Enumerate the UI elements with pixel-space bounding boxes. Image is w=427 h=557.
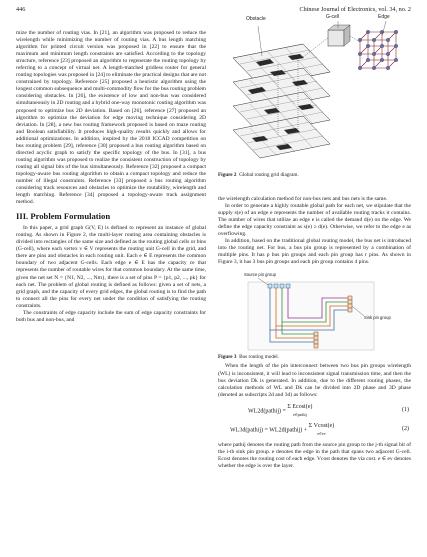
paragraph-bus-model: In addition, based on the traditional global routing model, the bus net is introduced into the routing net. For bus, a bus pin group is represented by a combination of multiple pins. It has p bus pin groups and each pin group has r pins. As shown in Figure 3, it has 3 bus pin groups and each pin group contains 4 pins. <box>218 238 411 266</box>
paragraph-wirelength-deviation: When the length of the pin interconnect between two bus pin groups wirelength (WL) is inconsistent, it will lead to inconsistent signal transmission time, and then the bus deviation Dk is generated. In addition, due to the different routing phases, the calculation methods of WL and Dk can be divided into 2D phase and 3D phase (denoted as subscripts 2d and 3d) as follows: <box>218 363 411 398</box>
journal-title: Chinese Journal of Electronics, vol. 34, no. 2 <box>299 6 411 13</box>
eq2-sub: e∈ev <box>317 430 326 436</box>
figure-3 <box>218 270 411 362</box>
eq1-rhs: Σ Ecost(e) <box>287 403 313 410</box>
eq1-lhs: WL2d(pathij) = <box>248 408 286 415</box>
global-routing-grid-diagram <box>218 12 411 172</box>
source-pin-group-label: Source pin group <box>244 272 276 278</box>
equation-2 <box>218 423 411 437</box>
eq2-number: (2) <box>402 426 409 433</box>
eq2-rhs: Σ Vcost(e) <box>308 422 335 429</box>
grid-graph-3d <box>360 32 396 68</box>
equation-1 <box>218 404 411 418</box>
paragraph-wirelength-note: the wirelength calculation method for non-bus nets and bus nets is the same. <box>218 196 388 202</box>
gcell-box <box>328 25 350 46</box>
edge-label: Edge <box>378 14 390 20</box>
bus-routing-model-diagram <box>218 270 411 352</box>
paragraph-problem-definition: In this paper, a grid graph G(V, E) is defined to represent an instance of global routing. As shown in Figure 2, the multi-layer routing area containing obstacles is divided into rectangles of the same size and defined as the routing global cells or bins (G-cell), where each vertex v ∈ V represents the routing unit G-cell in the grid, and there are pins and obstacles in each routing unit. Each e ∈ E represents the common boundary of two adjacent G-cells. Each edge e ∈ E has the capacity ce that represents the number of routable wires for that common boundary. At the same time, given the net set N = {N1, N2, ..., Nm}, there is a set of pins P = {p1, p2, ..., pk} for each net. The problem of global routing is defined as follows: given a set of nets, a grid graph, and the capacity of every grid edges, the global routing is to find the path to connect all the pins for every net under the condition of satisfying the routing constraints. <box>16 225 206 309</box>
right-column <box>218 196 411 470</box>
figure-3-caption: Figure 3 Bus routing model. <box>218 354 280 361</box>
eq1-sub: e∈pathij <box>292 411 307 417</box>
layered-grid-stack <box>233 44 330 158</box>
eq2-lhs: WL3d(pathij) = WL2d(pathij) + <box>230 427 308 434</box>
paragraph-constraints: The constraints of edge capacity include the sum of edge capacity constraints for both bus and non-bus, and <box>16 309 206 323</box>
paragraph-edge-capacity: In order to generate a highly routable global path for each net, we stipulate that the supply s(e) of an edge e represents the number of available routing tracks it contains. The number of wires that utilize an edge e is called the demand d(e) on the edge. We define the edge capacity constraint as s(e) ≥ d(e). Otherwise, we refer to the edge e as overflowing. <box>218 203 411 238</box>
paragraph-related-work: mize the number of routing vias. In [21], an algorithm was proposed to reduce the wirelength while minimizing the number of routing vias. A bus length matching algorithm for printed circuit version was proposed in [22] to ensure that the maximum and minimum length constraints are satisfied. According to the topology structure, reference [23] proposed an algorithm to regenerate the routing topology by referring to a concept of virtual net. A length-matched gridless router for general routing topologies was proposed in [24] to eliminate the practical designs that are not constrained by topology. Reference [25] proposed a heuristic algorithm using the longest common subsequence and multi-commodity flow for the bus routing problem considering obstacles. In [26], the existence of low and non-bus was considered simultaneously in 2D routing and a hybrid one-way monotonic routing algorithm was proposed to optimize bus 2D deviation. Based on [26], reference [27] proposed an algorithm to optimize the deviation for edge moving technique considering 2D deviation. In [28], a new bus routing framework proposed is based on maze routing and Boolean satisfiability. It produces high-quality results quickly and allows for additional optimizations. In addition, inspired by the 2018 ICCAD competition on bus routing problem [29], reference [30] proposed a bus routing algorithm based on directed acyclic graph to satisfy the specific topology of the bus. In [31], a bus routing algorithm was proposed to realize the consistent construction of topology by routing all signal bits of the bus simultaneously. Reference [32] proposed a compact topology-aware bus routing algorithm to obtain a compact topology and reduce the number of illegal constraints. Reference [33] proposed a bus routing algorithm considering track resources and obstacles to optimize the routability, wirelength and length matching. Reference [34] proposed a topology-aware track assignment method. <box>16 30 206 206</box>
paragraph-equation-explanation: where pathij denotes the routing path from the source pin group to the j-th signal bit of the i-th sink pin group. e denotes the edge in the path that spans two adjacent G-cell. Ecost denotes the routing cost of each edge. Vcost denotes the via cost. e ∈ ev denotes whether the edge is over the layer. <box>218 441 411 470</box>
section-title: III. Problem Formulation <box>16 211 111 222</box>
figure-2 <box>218 12 411 188</box>
figure-2-caption: Figure 2 Global routing grid diagram. <box>218 172 299 178</box>
gcell-label: G-cell <box>326 14 340 20</box>
page-number: 446 <box>16 6 26 13</box>
sink-pin-group-label: Sink pin group <box>364 315 391 321</box>
left-column <box>16 30 206 324</box>
eq1-number: (1) <box>402 407 409 414</box>
obstacle-label: Obstacle <box>246 16 266 22</box>
